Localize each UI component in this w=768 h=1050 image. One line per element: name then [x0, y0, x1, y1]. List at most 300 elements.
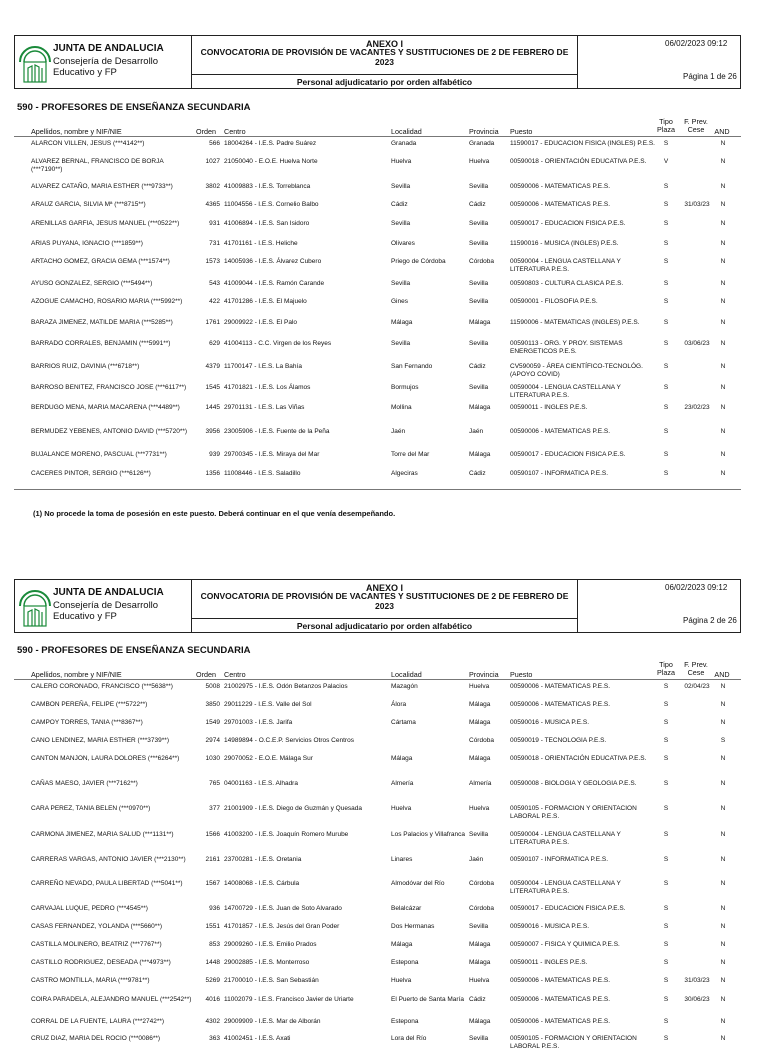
org-department: Consejería de Desarrollo Educativo y FP: [53, 56, 159, 78]
cell-orden: 1573: [205, 258, 220, 265]
cell-and: N: [720, 831, 726, 838]
cell-localidad: Bormujos: [391, 384, 419, 391]
col-puesto: Puesto: [510, 127, 533, 136]
cell-tipo: S: [663, 470, 669, 477]
cell-puesto: 00590011 - INGLES P.E.S.: [510, 959, 588, 966]
cell-tipo: S: [663, 719, 669, 726]
col-localidad: Localidad: [391, 127, 422, 136]
cell-tipo: S: [663, 1018, 669, 1025]
cell-and: N: [720, 140, 726, 147]
page-header: [14, 579, 741, 633]
cell-orden: 363: [209, 1035, 220, 1042]
convocatoria-title: CONVOCATORIA DE PROVISIÓN DE VACANTES Y SUSTITUCIONES DE 2 DE FEBRERO DE 2023: [200, 591, 569, 611]
cell-tipo: S: [663, 977, 669, 984]
cell-name: CARVAJAL LUQUE, PEDRO (***4545**): [31, 905, 148, 912]
cell-orden: 3956: [205, 428, 220, 435]
cell-provincia: Cádiz: [469, 996, 486, 1003]
cell-and: N: [720, 240, 726, 247]
page-number: Página 2 de 26: [683, 616, 737, 625]
cell-tipo: S: [663, 363, 669, 370]
cell-and: N: [720, 905, 726, 912]
cell-localidad: Granada: [391, 140, 417, 147]
cell-puesto: CV590059 - ÁREA CIENTÍFICO-TECNOLÓG. (APOYO COVID): [510, 363, 643, 378]
cell-name: CASAS FERNANDEZ, YOLANDA (***5660**): [31, 923, 163, 930]
cell-centro: 21002975 - I.E.S. Odón Betanzos Palacios: [224, 683, 348, 690]
cell-centro: 21700010 - I.E.S. San Sebastián: [224, 977, 319, 984]
cell-orden: 1551: [205, 923, 220, 930]
cell-puesto: 00590105 - FORMACION Y ORIENTACION LABORAL P.E.S.: [510, 1035, 637, 1050]
cell-name: ARENILLAS GARFIA, JESUS MANUEL (***0522**): [31, 220, 180, 227]
print-date: 06/02/2023 09:12: [665, 583, 728, 592]
col-orden: Orden: [196, 127, 216, 136]
cell-localidad: Estepona: [391, 959, 419, 966]
col-and: AND: [714, 670, 730, 679]
cell-name: CRUZ DIAZ, MARIA DEL ROCIO (***0086**): [31, 1035, 161, 1042]
col-tipo: Tipo Plaza: [657, 117, 675, 134]
cell-tipo: S: [663, 1035, 669, 1042]
cell-puesto: 00590016 - MUSICA P.E.S.: [510, 923, 590, 930]
cell-and: N: [720, 451, 726, 458]
cell-orden: 1761: [205, 319, 220, 326]
cell-orden: 5269: [205, 977, 220, 984]
cell-puesto: 00590017 - EDUCACION FISICA P.E.S.: [510, 220, 626, 227]
cell-and: N: [720, 298, 726, 305]
col-name: Apellidos, nombre y NIF/NIE: [31, 127, 122, 136]
cell-and: N: [720, 258, 726, 265]
cell-provincia: Huelva: [469, 158, 490, 165]
cell-fprev: 31/03/23: [684, 977, 710, 984]
cell-orden: 543: [209, 280, 220, 287]
cell-and: N: [720, 996, 726, 1003]
cell-name: CASTILLO RODRIGUEZ, DESEADA (***4973**): [31, 959, 171, 966]
cell-centro: 41004113 - C.C. Virgen de los Reyes: [224, 340, 332, 347]
cell-orden: 3850: [205, 701, 220, 708]
cell-and: N: [720, 404, 726, 411]
cell-orden: 939: [209, 451, 220, 458]
cell-localidad: Belalcázar: [391, 905, 422, 912]
print-date: 06/02/2023 09:12: [665, 39, 728, 48]
cell-orden: 1566: [205, 831, 220, 838]
cell-puesto: 00590001 - FILOSOFIA P.E.S.: [510, 298, 598, 305]
cell-name: AZOGUE CAMACHO, ROSARIO MARIA (***5992**): [31, 298, 183, 305]
cell-and: N: [720, 780, 726, 787]
col-localidad: Localidad: [391, 670, 422, 679]
cell-centro: 21050040 - E.O.E. Huelva Norte: [224, 158, 318, 165]
cell-and: N: [720, 280, 726, 287]
cell-orden: 731: [209, 240, 220, 247]
cell-centro: 11700147 - I.E.S. La Bahía: [224, 363, 302, 370]
cell-puesto: 00590113 - ORG. Y PROY. SISTEMAS ENERGETICOS P.E.S.: [510, 340, 623, 355]
cell-localidad: Sevilla: [391, 220, 411, 227]
col-centro: Centro: [224, 127, 246, 136]
cell-orden: 5008: [205, 683, 220, 690]
org-name: JUNTA DE ANDALUCIA: [53, 587, 164, 598]
cell-name: BARRIOS RUIZ, DAVINIA (***6718**): [31, 363, 140, 370]
cell-name: ALARCON VILLEN, JESUS (***4142**): [31, 140, 145, 147]
cell-and: N: [720, 923, 726, 930]
cell-name: CASTRO MONTILLA, MARIA (***9781**): [31, 977, 150, 984]
cell-tipo: S: [663, 428, 669, 435]
document-page-2: [0, 575, 768, 1050]
cell-provincia: Sevilla: [469, 923, 489, 930]
cell-puesto: 00590019 - TECNOLOGIA P.E.S.: [510, 737, 607, 744]
cell-provincia: Cádiz: [469, 470, 486, 477]
cell-puesto: 00590017 - EDUCACION FISICA P.E.S.: [510, 451, 626, 458]
cell-name: BERMUDEZ YEBENES, ANTONIO DAVID (***5720**): [31, 428, 188, 435]
cell-tipo: S: [663, 298, 669, 305]
cell-provincia: Málaga: [469, 959, 491, 966]
cell-orden: 377: [209, 805, 220, 812]
cell-and: N: [720, 340, 726, 347]
cell-centro: 23005906 - I.E.S. Fuente de la Peña: [224, 428, 330, 435]
cell-orden: 2161: [205, 856, 220, 863]
cell-name: CARREÑO NEVADO, PAULA LIBERTAD (***5041**): [31, 880, 183, 887]
cell-puesto: 00590006 - MATEMATICAS P.E.S.: [510, 996, 611, 1003]
cell-orden: 2974: [205, 737, 220, 744]
cell-centro: 29011229 - I.E.S. Valle del Sol: [224, 701, 312, 708]
cell-localidad: Priego de Córdoba: [391, 258, 446, 265]
cell-centro: 29701131 - I.E.S. Las Viñas: [224, 404, 305, 411]
cell-name: CORRAL DE LA FUENTE, LAURA (***2742**): [31, 1018, 165, 1025]
cell-tipo: S: [663, 959, 669, 966]
cell-orden: 1567: [205, 880, 220, 887]
cell-centro: 41701286 - I.E.S. El Majuelo: [224, 298, 307, 305]
cell-name: ALVAREZ CATAÑO, MARIA ESTHER (***9733**): [31, 183, 173, 190]
cell-and: N: [720, 158, 726, 165]
cell-provincia: Sevilla: [469, 340, 489, 347]
cell-orden: 1448: [205, 959, 220, 966]
cell-provincia: Sevilla: [469, 280, 489, 287]
cell-provincia: Huelva: [469, 977, 490, 984]
cell-puesto: 00590006 - MATEMATICAS P.E.S.: [510, 1018, 611, 1025]
cell-localidad: Sevilla: [391, 183, 411, 190]
cell-tipo: S: [663, 240, 669, 247]
cell-and: N: [720, 363, 726, 370]
cell-name: CAMBON PEREÑA, FELIPE (***5722**): [31, 701, 148, 708]
cell-localidad: Lora del Río: [391, 1035, 427, 1042]
cell-centro: 14005936 - I.E.S. Álvarez Cubero: [224, 258, 322, 265]
cell-provincia: Sevilla: [469, 240, 489, 247]
cell-puesto: 00590018 - ORIENTACIÓN EDUCATIVA P.E.S.: [510, 755, 647, 762]
cell-centro: 04001163 - I.E.S. Alhadra: [224, 780, 298, 787]
cell-puesto: 00590018 - ORIENTACIÓN EDUCATIVA P.E.S.: [510, 158, 647, 165]
cell-fprev: 23/02/23: [684, 404, 710, 411]
cell-and: N: [720, 183, 726, 190]
cell-name: BARROSO BENITEZ, FRANCISCO JOSE (***6117**): [31, 384, 187, 391]
cell-name: CAÑAS MAESO, JAVIER (***7162**): [31, 780, 138, 787]
cell-provincia: Jaén: [469, 428, 484, 435]
cell-name: CACERES PINTOR, SERGIO (***6126**): [31, 470, 151, 477]
col-provincia: Provincia: [469, 670, 499, 679]
cell-name: AYUSO GONZALEZ, SERGIO (***5494**): [31, 280, 153, 287]
cell-centro: 41701821 - I.E.S. Los Álamos: [224, 384, 311, 391]
personal-subtitle: Personal adjudicatario por orden alfabético: [296, 77, 473, 87]
cell-localidad: Sevilla: [391, 280, 411, 287]
cell-name: ALVAREZ BERNAL, FRANCISCO DE BORJA (***7190**): [31, 158, 164, 173]
cell-localidad: Torre del Mar: [391, 451, 430, 458]
cell-centro: 11008446 - I.E.S. Saladillo: [224, 470, 301, 477]
cell-tipo: S: [663, 280, 669, 287]
cell-localidad: Huelva: [391, 977, 412, 984]
cell-tipo: S: [663, 780, 669, 787]
cell-name: CALERO CORONADO, FRANCISCO (***5638**): [31, 683, 173, 690]
cell-name: CANO LENDINEZ, MARIA ESTHER (***3739**): [31, 737, 169, 744]
cell-puesto: 00590006 - MATEMATICAS P.E.S.: [510, 183, 611, 190]
cell-provincia: Huelva: [469, 683, 490, 690]
cell-provincia: Granada: [469, 140, 495, 147]
cell-orden: 1549: [205, 719, 220, 726]
cell-localidad: Olivares: [391, 240, 415, 247]
cell-provincia: Córdoba: [469, 880, 494, 887]
cell-provincia: Málaga: [469, 719, 491, 726]
cell-fprev: 02/04/23: [684, 683, 710, 690]
cell-tipo: S: [663, 701, 669, 708]
cell-name: ARAUZ GARCIA, SILVIA Mª (***8715**): [31, 201, 146, 208]
col-name: Apellidos, nombre y NIF/NIE: [31, 670, 122, 679]
cell-name: CARMONA JIMENEZ, MARIA SALUD (***1131**): [31, 831, 174, 838]
cell-tipo: V: [663, 158, 669, 165]
cell-puesto: 00590016 - MUSICA P.E.S.: [510, 719, 590, 726]
cell-provincia: Málaga: [469, 701, 491, 708]
cell-and: N: [720, 701, 726, 708]
cell-puesto: 00590803 - CULTURA CLASICA P.E.S.: [510, 280, 624, 287]
col-puesto: Puesto: [510, 670, 533, 679]
cell-puesto: 00590004 - LENGUA CASTELLANA Y LITERATURA P.E.S.: [510, 258, 621, 273]
cell-and: N: [720, 220, 726, 227]
col-provincia: Provincia: [469, 127, 499, 136]
col-and: AND: [714, 127, 730, 136]
cell-provincia: Málaga: [469, 451, 491, 458]
cell-name: CAMPOY TORRES, TANIA (***8367**): [31, 719, 143, 726]
cell-provincia: Sevilla: [469, 298, 489, 305]
cell-fprev: 31/03/23: [684, 201, 710, 208]
org-name: JUNTA DE ANDALUCIA: [53, 43, 164, 54]
anexo-title: ANEXO I: [365, 583, 403, 593]
cell-name: CARA PEREZ, TANIA BELEN (***0970**): [31, 805, 151, 812]
page-header: [14, 35, 741, 89]
cell-tipo: S: [663, 683, 669, 690]
cell-orden: 931: [209, 220, 220, 227]
cell-centro: 29002885 - I.E.S. Monterroso: [224, 959, 310, 966]
cell-localidad: Almodóvar del Río: [391, 880, 445, 887]
cell-tipo: S: [663, 996, 669, 1003]
cell-tipo: S: [663, 340, 669, 347]
cell-provincia: Sevilla: [469, 183, 489, 190]
cell-provincia: Córdoba: [469, 905, 494, 912]
cell-localidad: Jaén: [391, 428, 406, 435]
cell-provincia: Málaga: [469, 1018, 491, 1025]
cell-localidad: Mollina: [391, 404, 412, 411]
cell-centro: 29009922 - I.E.S. El Palo: [224, 319, 297, 326]
cell-puesto: 00590004 - LENGUA CASTELLANA Y LITERATURA P.E.S.: [510, 880, 621, 895]
cell-tipo: S: [663, 805, 669, 812]
cell-orden: 422: [209, 298, 220, 305]
cell-centro: 23700281 - I.E.S. Oretania: [224, 856, 302, 863]
cell-puesto: 00590004 - LENGUA CASTELLANA Y LITERATURA P.E.S.: [510, 831, 621, 846]
cell-centro: 41006894 - I.E.S. San Isidoro: [224, 220, 310, 227]
cell-orden: 566: [209, 140, 220, 147]
cell-name: CANTON MANJON, LAURA DOLORES (***6264**): [31, 755, 180, 762]
col-tipo: Tipo Plaza: [657, 660, 675, 677]
cell-name: BERDUGO MENA, MARIA MACARENA (***4489**): [31, 404, 180, 411]
cell-orden: 853: [209, 941, 220, 948]
cell-puesto: 11590017 - EDUCACION FISICA (INGLES) P.E.S.: [510, 140, 655, 147]
cell-tipo: S: [663, 923, 669, 930]
cell-tipo: S: [663, 183, 669, 190]
cell-localidad: Sevilla: [391, 340, 411, 347]
cell-provincia: Sevilla: [469, 1035, 489, 1042]
cell-localidad: Mazagón: [391, 683, 418, 690]
cell-tipo: S: [663, 319, 669, 326]
cell-tipo: S: [663, 140, 669, 147]
cell-puesto: 00590107 - INFORMATICA P.E.S.: [510, 470, 609, 477]
cell-orden: 4302: [205, 1018, 220, 1025]
cell-name: BUJALANCE MORENO, PASCUAL (***7731**): [31, 451, 167, 458]
cell-centro: 11002079 - I.E.S. Francisco Javier de Uriarte: [224, 996, 354, 1003]
cell-name: BARRADO CORRALES, BENJAMIN (***5991**): [31, 340, 171, 347]
cell-provincia: Almería: [469, 780, 492, 787]
cell-provincia: Jaén: [469, 856, 484, 863]
cell-and: N: [720, 201, 726, 208]
cell-centro: 41009044 - I.E.S. Ramón Carande: [224, 280, 325, 287]
cell-tipo: S: [663, 856, 669, 863]
cell-and: N: [720, 959, 726, 966]
cell-orden: 4379: [205, 363, 220, 370]
cell-provincia: Málaga: [469, 404, 491, 411]
cell-puesto: 00590006 - MATEMATICAS P.E.S.: [510, 201, 611, 208]
col-fprev: F. Prev. Cese: [684, 117, 708, 134]
cell-localidad: Almería: [391, 780, 414, 787]
convocatoria-title: CONVOCATORIA DE PROVISIÓN DE VACANTES Y SUSTITUCIONES DE 2 DE FEBRERO DE 2023: [200, 47, 569, 67]
cell-and: N: [720, 384, 726, 391]
cell-centro: 29070052 - E.O.E. Málaga Sur: [224, 755, 313, 762]
cell-puesto: 00590006 - MATEMATICAS P.E.S.: [510, 977, 611, 984]
cell-and: N: [720, 1035, 726, 1042]
cell-tipo: S: [663, 755, 669, 762]
cell-centro: 14700729 - I.E.S. Juan de Soto Alvarado: [224, 905, 342, 912]
cell-and: N: [720, 755, 726, 762]
cell-provincia: Cádiz: [469, 363, 486, 370]
junta-andalucia-logo: [18, 42, 52, 84]
personal-subtitle: Personal adjudicatario por orden alfabético: [296, 621, 473, 631]
cell-orden: 629: [209, 340, 220, 347]
cell-tipo: S: [663, 905, 669, 912]
cell-localidad: Los Palacios y Villafranca: [391, 831, 465, 838]
cell-puesto: 00590006 - MATEMATICAS P.E.S.: [510, 428, 611, 435]
col-orden: Orden: [196, 670, 216, 679]
cell-centro: 41003200 - I.E.S. Joaquín Romero Murube: [224, 831, 349, 838]
cell-localidad: San Fernando: [391, 363, 433, 370]
cell-localidad: Cártama: [391, 719, 416, 726]
cell-name: BARAZA JIMENEZ, MATILDE MARIA (***5285**): [31, 319, 173, 326]
cell-centro: 41701857 - I.E.S. Jesús del Gran Poder: [224, 923, 340, 930]
cell-tipo: S: [663, 201, 669, 208]
cell-fprev: 03/06/23: [684, 340, 710, 347]
col-fprev: F. Prev. Cese: [684, 660, 708, 677]
cell-localidad: Álora: [391, 701, 407, 708]
cell-tipo: S: [663, 941, 669, 948]
cell-orden: 4016: [205, 996, 220, 1003]
cell-centro: 18004264 - I.E.S. Padre Suárez: [224, 140, 317, 147]
cell-and: N: [720, 683, 726, 690]
cell-tipo: S: [663, 258, 669, 265]
cell-provincia: Sevilla: [469, 831, 489, 838]
cell-puesto: 11590016 - MUSICA (INGLES) P.E.S.: [510, 240, 619, 247]
cell-puesto: 00590006 - MATEMATICAS P.E.S.: [510, 683, 611, 690]
cell-provincia: Málaga: [469, 755, 491, 762]
cell-orden: 3802: [205, 183, 220, 190]
cell-centro: 21001909 - I.E.S. Diego de Guzmán y Quesada: [224, 805, 363, 812]
cell-puesto: 00590008 - BIOLOGIA Y GEOLOGIA P.E.S.: [510, 780, 637, 787]
col-centro: Centro: [224, 670, 246, 679]
cell-orden: 1027: [205, 158, 220, 165]
cell-localidad: Huelva: [391, 158, 412, 165]
cell-provincia: Cádiz: [469, 201, 486, 208]
cell-localidad: Huelva: [391, 805, 412, 812]
cell-centro: 11004556 - I.E.S. Cornelio Balbo: [224, 201, 319, 208]
cell-orden: 4365: [205, 201, 220, 208]
cell-and: N: [720, 719, 726, 726]
cell-and: N: [720, 805, 726, 812]
cell-and: N: [720, 856, 726, 863]
cell-centro: 41009883 - I.E.S. Torreblanca: [224, 183, 311, 190]
cell-orden: 1445: [205, 404, 220, 411]
cell-tipo: S: [663, 831, 669, 838]
cell-centro: 29701003 - I.E.S. Jarifa: [224, 719, 293, 726]
anexo-title: ANEXO I: [365, 39, 403, 49]
cell-puesto: 00590011 - INGLES P.E.S.: [510, 404, 588, 411]
cell-provincia: Sevilla: [469, 220, 489, 227]
cell-fprev: 30/06/23: [684, 996, 710, 1003]
cell-provincia: Málaga: [469, 319, 491, 326]
cell-tipo: S: [663, 737, 669, 744]
cell-localidad: Estepona: [391, 1018, 419, 1025]
cell-localidad: Málaga: [391, 941, 413, 948]
cell-tipo: S: [663, 220, 669, 227]
org-department: Consejería de Desarrollo Educativo y FP: [53, 600, 159, 622]
cell-localidad: El Puerto de Santa María: [391, 996, 464, 1003]
cell-name: CASTILLA MOLINERO, BEATRIZ (***7767**): [31, 941, 162, 948]
cell-centro: 29009909 - I.E.S. Mar de Alborán: [224, 1018, 321, 1025]
cell-tipo: S: [663, 880, 669, 887]
cell-provincia: Córdoba: [469, 258, 494, 265]
cell-puesto: 00590107 - INFORMATICA P.E.S.: [510, 856, 609, 863]
cell-and: N: [720, 941, 726, 948]
page-number: Página 1 de 26: [683, 72, 737, 81]
footnote: (1) No procede la toma de posesión en este puesto. Deberá continuar en el que venía desempeñando.: [33, 509, 396, 518]
cell-name: CARRERAS VARGAS, ANTONIO JAVIER (***2130**): [31, 856, 186, 863]
section-title: 590 - PROFESORES DE ENSEÑANZA SECUNDARIA: [17, 645, 251, 656]
cell-centro: 29700345 - I.E.S. Miraya del Mar: [224, 451, 320, 458]
cell-localidad: Algeciras: [391, 470, 418, 477]
cell-puesto: 00590017 - EDUCACION FISICA P.E.S.: [510, 905, 626, 912]
cell-orden: 1030: [205, 755, 220, 762]
cell-centro: 41002451 - I.E.S. Axati: [224, 1035, 291, 1042]
cell-puesto: 11590006 - MATEMATICAS (INGLES) P.E.S.: [510, 319, 640, 326]
cell-provincia: Córdoba: [469, 737, 494, 744]
cell-localidad: Dos Hermanas: [391, 923, 435, 930]
cell-puesto: 00590007 - FISICA Y QUIMICA P.E.S.: [510, 941, 620, 948]
cell-name: ARIAS PUYANA, IGNACIO (***1859**): [31, 240, 143, 247]
cell-and: N: [720, 880, 726, 887]
cell-localidad: Málaga: [391, 755, 413, 762]
cell-centro: 14008068 - I.E.S. Cárbula: [224, 880, 300, 887]
cell-localidad: Linares: [391, 856, 413, 863]
cell-orden: 1545: [205, 384, 220, 391]
cell-puesto: 00590006 - MATEMATICAS P.E.S.: [510, 701, 611, 708]
cell-and: N: [720, 470, 726, 477]
cell-provincia: Málaga: [469, 941, 491, 948]
